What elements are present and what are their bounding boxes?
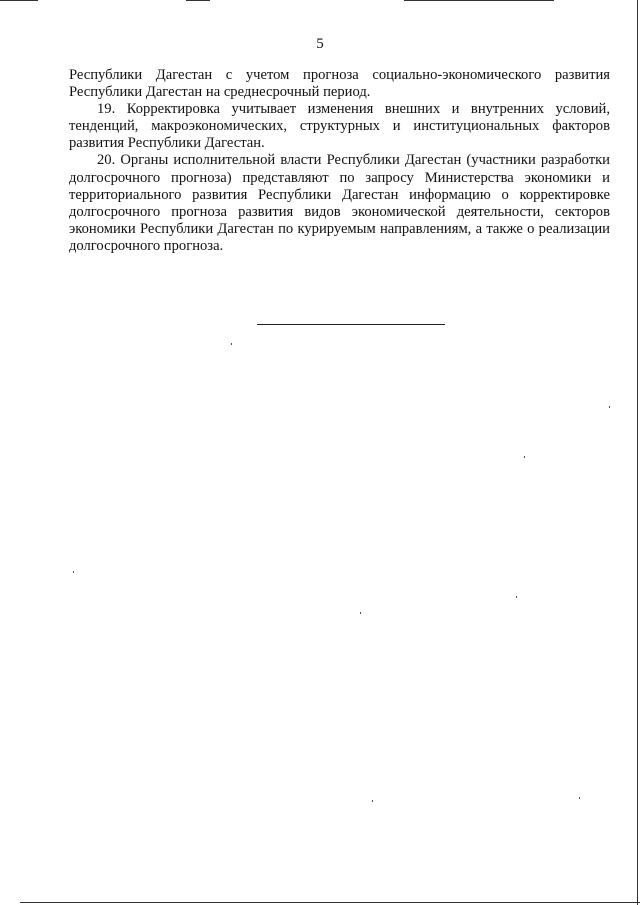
paragraph-20: 20. Органы исполнительной власти Республики Дагестан (участники разработки долгосрочного прогноза) представляют по запросу Министерства экономики и территориального развития Республики Дагестан информацию о корректировке долгосрочного прогноза развития видов экономической деятельности, секторов экономики Республики Дагестан по курируемым направлениям, а также о реализации долгосрочного прогноза. xyxy=(69,152,610,254)
scan-mark-top-right xyxy=(404,0,554,1)
paragraph-19: 19. Корректировка учитывает изменения внешних и внутренних условий, тенденций, макроэкономических, структурных и институциональных факторов развития Республики Дагестан. xyxy=(69,101,610,152)
scan-speck xyxy=(524,456,525,458)
scan-mark-right-edge xyxy=(637,0,638,905)
scan-mark-bottom-edge xyxy=(20,902,640,903)
paragraph-continued: Республики Дагестан с учетом прогноза социально-экономического развития Республики Дагестан на среднесрочный период. xyxy=(69,67,610,101)
end-of-text-rule xyxy=(257,324,445,325)
scan-speck xyxy=(579,797,580,799)
scan-mark-top-left xyxy=(0,0,38,1)
scan-speck xyxy=(516,596,517,598)
scan-speck xyxy=(73,571,74,573)
scan-mark-top-center xyxy=(186,0,210,1)
page-number: 5 xyxy=(316,36,324,52)
scan-speck xyxy=(609,406,610,408)
scan-speck xyxy=(231,343,232,345)
scan-speck xyxy=(372,800,373,802)
document-body xyxy=(69,67,610,255)
scan-speck xyxy=(360,612,361,614)
